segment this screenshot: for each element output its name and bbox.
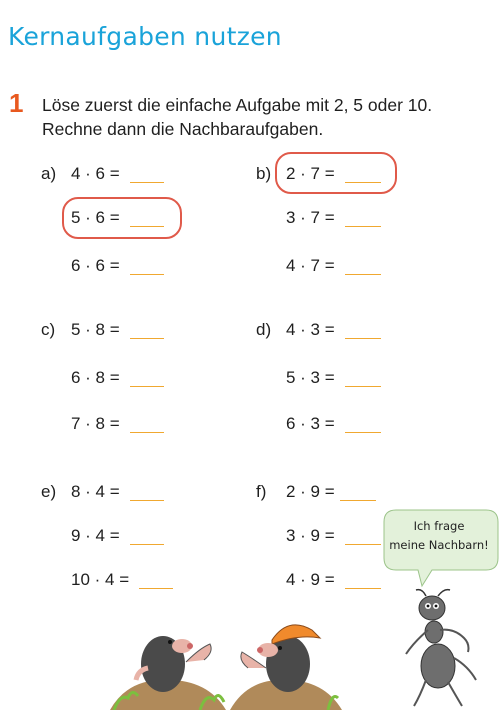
answer-blank[interactable] [130, 432, 164, 433]
exercise-text: 8 · 4 = [71, 482, 120, 501]
answer-blank[interactable] [345, 432, 381, 433]
answer-blank[interactable] [345, 274, 381, 275]
answer-blank[interactable] [139, 588, 173, 589]
ant-icon [398, 588, 498, 710]
exercise-text: 3 · 7 = [286, 208, 335, 227]
bubble-line: Ich frage [413, 519, 465, 533]
answer-blank[interactable] [130, 182, 164, 183]
highlight-circle [62, 197, 182, 239]
answer-blank[interactable] [345, 338, 381, 339]
exercise-text: 9 · 4 = [71, 526, 120, 545]
page-title: Kernaufgaben nutzen [8, 22, 282, 51]
answer-blank[interactable] [345, 226, 381, 227]
task-number: 1 [9, 88, 24, 118]
exercise-text: 4 · 6 = [71, 164, 120, 183]
bubble-line: meine Nachbarn! [389, 538, 489, 552]
exercise-text: 6 · 3 = [286, 414, 335, 433]
instruction-line: Löse zuerst die einfache Aufgabe mit 2, 5 oder 10. [42, 95, 433, 115]
answer-blank[interactable] [130, 386, 164, 387]
exercise-text: 6 · 8 = [71, 368, 120, 387]
exercise-text: 5 · 3 = [286, 368, 335, 387]
exercise-text: 2 · 7 = [286, 164, 335, 183]
answer-blank[interactable] [345, 544, 381, 545]
exercise-text: 4 · 3 = [286, 320, 335, 339]
exercise-text: 2 · 9 = [286, 482, 335, 501]
answer-blank[interactable] [340, 500, 376, 501]
answer-blank[interactable] [130, 338, 164, 339]
group-label: e) [41, 482, 57, 501]
group-label: a) [41, 164, 57, 183]
answer-blank[interactable] [345, 588, 381, 589]
instruction-line: Rechne dann die Nachbaraufgaben. [42, 119, 324, 139]
exercise-text: 5 · 6 = [71, 208, 120, 227]
exercise-text: 4 · 7 = [286, 256, 335, 275]
group-label: f) [256, 482, 267, 501]
mole-with-hat-icon [228, 612, 344, 710]
highlight-circle [275, 152, 397, 194]
group-label: d) [256, 320, 272, 339]
answer-blank[interactable] [345, 386, 381, 387]
exercise-text: 4 · 9 = [286, 570, 335, 589]
speech-bubble [382, 508, 500, 588]
mole-icon [108, 618, 228, 710]
exercise-text: 10 · 4 = [71, 570, 130, 589]
exercise-text: 5 · 8 = [71, 320, 120, 339]
answer-blank[interactable] [130, 500, 164, 501]
group-label: c) [41, 320, 56, 339]
exercise-text: 6 · 6 = [71, 256, 120, 275]
answer-blank[interactable] [130, 274, 164, 275]
task-instruction [42, 93, 492, 141]
group-label: b) [256, 164, 272, 183]
exercise-text: 3 · 9 = [286, 526, 335, 545]
answer-blank[interactable] [130, 544, 164, 545]
exercise-text: 7 · 8 = [71, 414, 120, 433]
